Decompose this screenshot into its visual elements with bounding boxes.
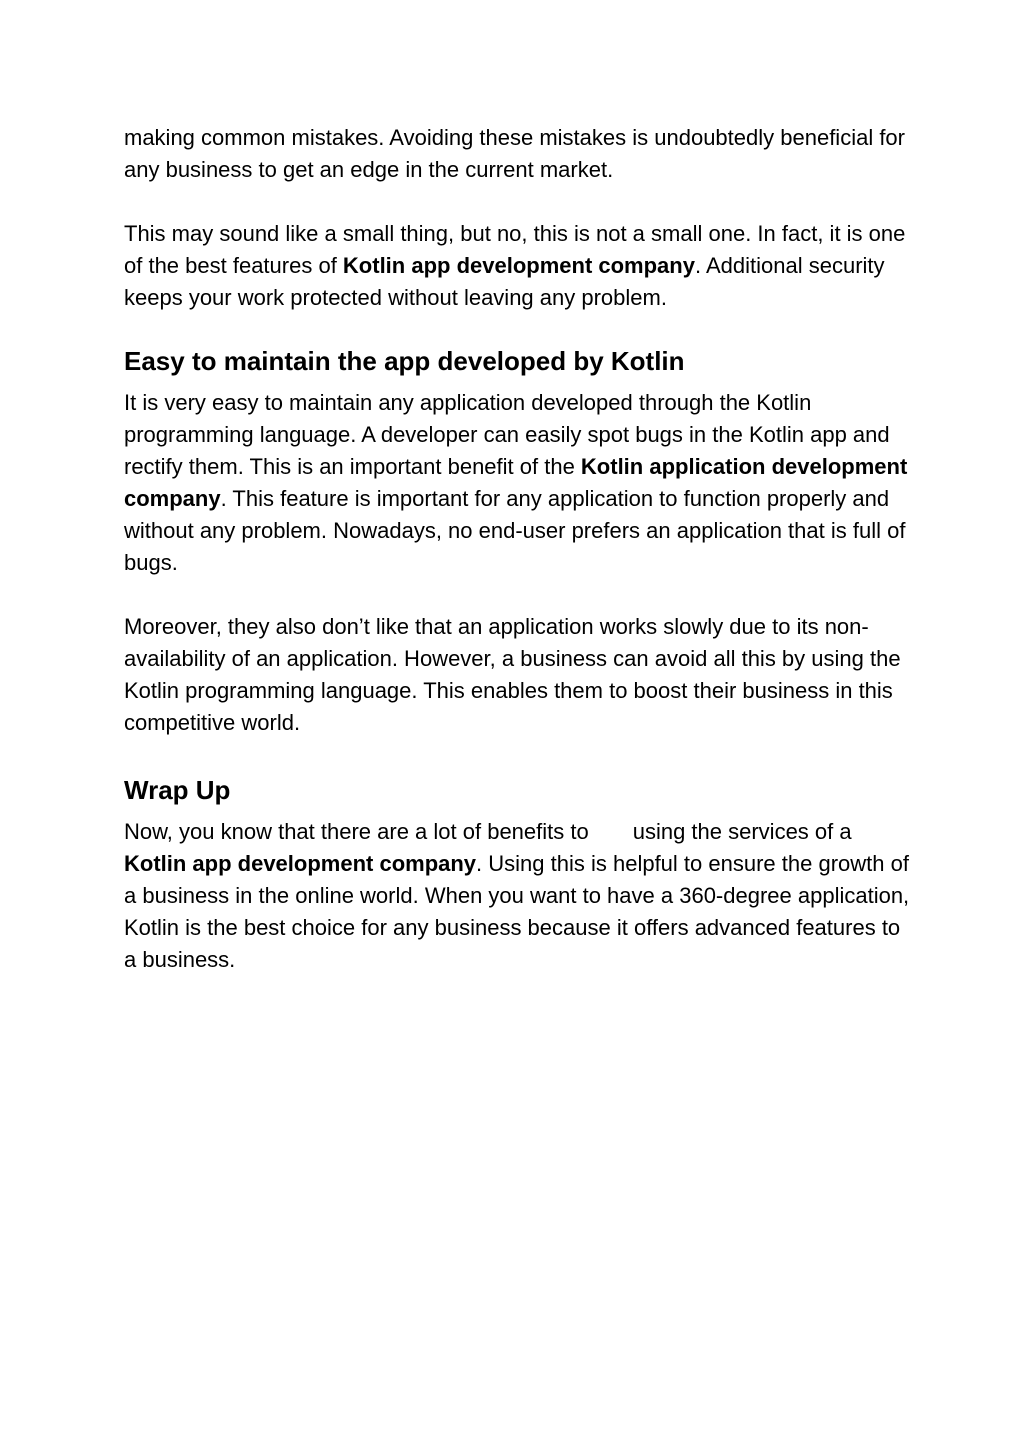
paragraph-gap xyxy=(124,186,914,218)
paragraph-maintain-text-1: It is very easy to maintain any application developed through the Kotlin programming language. A developer can easily spot bugs in the Kotlin app and rectify them. This is an important benefit of the xyxy=(124,390,890,479)
paragraph-wrap-up-text-2: using the services of a xyxy=(632,819,852,844)
paragraph-common-mistakes: making common mistakes. Avoiding these mistakes is undoubtedly beneficial for any business to get an edge in the current market. xyxy=(124,125,905,182)
heading-easy-to-maintain: Easy to maintain the app developed by Kotlin xyxy=(124,346,685,376)
paragraph-moreover: Moreover, they also don’t like that an application works slowly due to its non-availability of an application. However, a business can avoid all this by using the Kotlin programming language. This enables them to boost their business in this competitive world. xyxy=(124,614,901,735)
paragraph-security-bold: Kotlin app development company xyxy=(342,253,695,278)
paragraph-maintain xyxy=(124,387,914,579)
paragraph-wrap-up-bold: Kotlin app development company xyxy=(124,851,477,876)
paragraph-security-text-2: . Additional security keeps your work protected without leaving any problem. xyxy=(124,253,885,310)
paragraph-wrap-up-text-3: . Using this is helpful to ensure the growth of a business in the online world. When you want to have a 360-degree application, Kotlin is the best choice for any business because it offers advanced features to a business. xyxy=(124,851,910,972)
paragraph-gap xyxy=(124,579,914,611)
paragraph-maintain-text-2: . This feature is important for any application to function properly and without any problem. Nowadays, no end-user prefers an application that is full of bugs. xyxy=(124,486,906,575)
document-page xyxy=(124,122,914,976)
paragraph-security xyxy=(124,218,914,314)
paragraph-wrap-up xyxy=(124,816,914,976)
paragraph-wrap-up-text-1: Now, you know that there are a lot of benefits to xyxy=(124,819,589,844)
paragraph-security-text-1: This may sound like a small thing, but no, this is not a small one. In fact, it is one of the best features of xyxy=(124,221,906,278)
heading-wrap-up: Wrap Up xyxy=(124,775,231,805)
paragraph-maintain-bold: Kotlin application development company xyxy=(124,454,908,511)
